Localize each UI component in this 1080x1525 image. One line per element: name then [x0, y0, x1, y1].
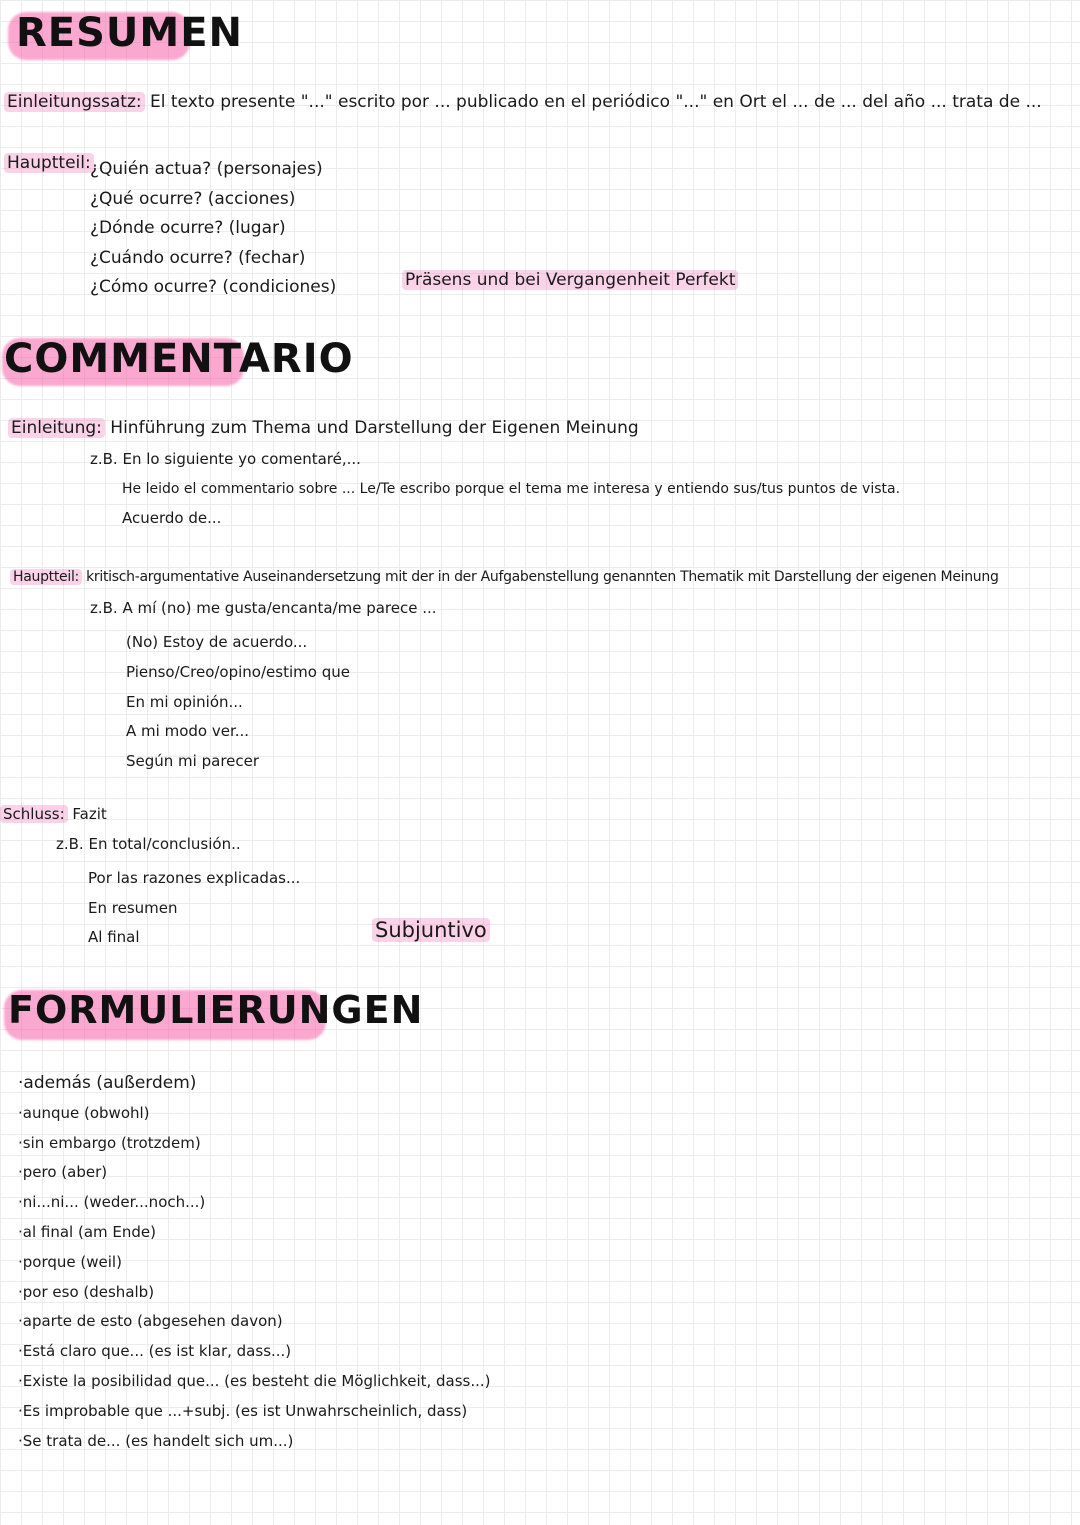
tense-note: Präsens und bei Vergangenheit Perfekt [402, 270, 738, 290]
phrase-item: ·al final (am Ende) [18, 1222, 156, 1241]
question-item: ¿Quién actua? (personajes) [90, 159, 323, 179]
hauptteil-example: A mi modo ver... [126, 722, 250, 741]
phrase-item: ·Existe la posibilidad que... (es besteht die Möglichkeit, dass...) [18, 1371, 491, 1390]
schluss-example: Por las razones explicadas... [88, 869, 301, 887]
einleitung-example: Acuerdo de... [122, 509, 222, 527]
hauptteil-example: Según mi parecer [126, 752, 260, 771]
phrase-item: ·aunque (obwohl) [18, 1103, 150, 1122]
phrase-item: ·además (außerdem) [18, 1073, 197, 1093]
einleitung-text: El texto presente "..." escrito por ... publicado en el periódico "..." en Ort el ... de ... del año ... trata de ... [150, 92, 1042, 112]
commentario-hauptteil-row: Hauptteil: kritisch-argumentative Auseinandersetzung mit der in der Aufgabenstellung genannten Thematik mit Darstellung der eigenen Meinung [10, 569, 999, 585]
section-title-formulierungen: FORMULIERUNGEN [8, 988, 424, 1032]
subjuntivo-note: Subjuntivo [372, 918, 490, 942]
question-item: ¿Dónde ocurre? (lugar) [90, 218, 286, 238]
schluss-example: z.B. En total/conclusión.. [56, 835, 241, 853]
hauptteil-example: En mi opinión... [126, 692, 243, 711]
schluss-example: En resumen [88, 898, 178, 917]
phrase-item: ·por eso (deshalb) [18, 1282, 155, 1301]
phrase-item: ·sin embargo (trotzdem) [18, 1133, 201, 1152]
resumen-einleitung-row [4, 92, 1042, 112]
formulierungen-list [18, 1069, 491, 1456]
phrase-item: ·Es improbable que ...+subj. (es ist Unwahrscheinlich, dass) [18, 1401, 468, 1420]
hauptteil-example-list [126, 628, 350, 777]
schluss-example-list [88, 864, 300, 953]
section-title-commentario: COMMENTARIO [4, 336, 354, 382]
section-title-resumen: RESUMEN [16, 10, 244, 56]
phrase-item: ·aparte de esto (abgesehen davon) [18, 1312, 283, 1331]
phrase-item: ·pero (aber) [18, 1163, 108, 1182]
hauptteil-example: z.B. A mí (no) me gusta/encanta/me parece ... [90, 599, 437, 617]
resumen-question-list [90, 155, 336, 303]
einleitung-example: z.B. En lo siguiente yo comentaré,... [90, 450, 361, 468]
question-item: ¿Cómo ocurre? (condiciones) [90, 277, 337, 297]
einleitung-label: Einleitungssatz: [4, 92, 145, 112]
phrase-item: ·Está claro que... (es ist klar, dass...) [18, 1342, 292, 1361]
phrase-item: ·porque (weil) [18, 1252, 122, 1271]
schluss-example: Al final [88, 928, 140, 946]
phrase-item: ·ni...ni... (weder...noch...) [18, 1193, 206, 1212]
hauptteil-example: Pienso/Creo/opino/estimo que [126, 662, 350, 681]
phrase-item: ·Se trata de... (es handelt sich um...) [18, 1431, 294, 1450]
hauptteil-example: (No) Estoy de acuerdo... [126, 633, 308, 651]
question-item: ¿Qué ocurre? (acciones) [90, 188, 296, 209]
resumen-hauptteil-label: Hauptteil: [4, 153, 94, 173]
commentario-einleitung-row: Einleitung: Hinführung zum Thema und Darstellung der Eigenen Meinung [8, 418, 639, 438]
commentario-schluss-row: Schluss: Fazit [0, 805, 107, 823]
einleitung-example: He leido el commentario sobre ... Le/Te escribo porque el tema me interesa y entiendo sus/tus puntos de vista. [122, 481, 901, 497]
question-item: ¿Cuándo ocurre? (fechar) [90, 247, 306, 268]
